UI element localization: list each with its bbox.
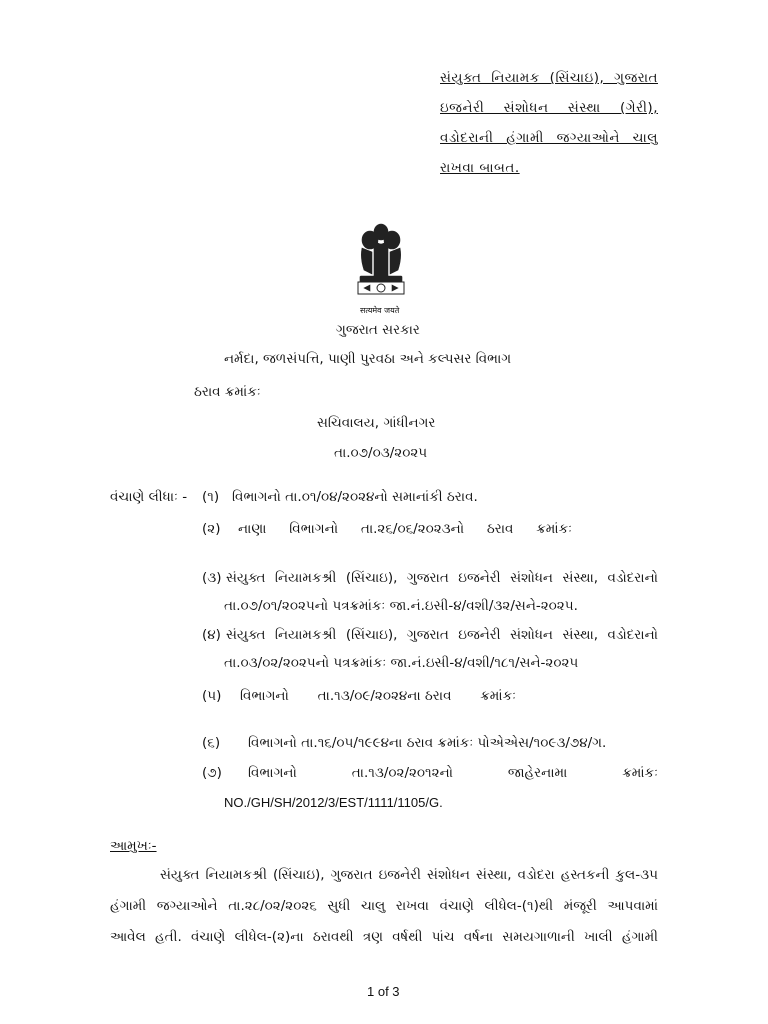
reference-text: સંયુક્ત નિયામકશ્રી (સિંચાઇ), ગુજરાત ઇજનેરી સંશોધન સંસ્થા, વડોદરાનો xyxy=(226,570,658,586)
reference-text: વિભાગનો તા.૧૬/૦૫/૧૯૯૪ના ઠરાવ ક્રમાંકઃ પોએએસ/૧૦૯૩/૭૪/ગ. xyxy=(248,735,607,751)
emblem-motto: सत्यमेव जयते xyxy=(360,306,400,315)
reference-number: (૬) xyxy=(202,735,221,751)
subject-line-3: વડોદરાની હંગામી જગ્યાઓને ચાલુ xyxy=(440,130,658,146)
department-name: નર્મદા, જળસંપત્તિ, પાણી પુરવઠા અને કલ્પસર વિભાગ xyxy=(224,351,512,367)
resolution-date: તા.૦૭/૦૩/૨૦૨૫ xyxy=(334,445,428,461)
reference-word: જાહેરનામા xyxy=(507,765,568,781)
preamble-heading: આમુખઃ- xyxy=(110,838,157,854)
references-label: વંચાણે લીધાઃ - xyxy=(110,489,188,505)
subject-line-4: રાખવા બાબત. xyxy=(440,160,520,176)
reference-text: તા.૦૩/૦૨/૨૦૨૫નો પત્રક્રમાંકઃ જા.નં.ઇસી-૪/વશી/૧૮૧/સને-૨૦૨૫ xyxy=(224,655,579,671)
reference-number: (૧) xyxy=(202,489,220,505)
reference-number: (૨) xyxy=(202,521,221,537)
reference-number: (૪) xyxy=(202,627,221,643)
reference-line xyxy=(240,688,516,704)
reference-word: ક્રમાંકઃ xyxy=(622,765,658,781)
reference-word: વિભાગનો xyxy=(240,688,289,704)
reference-word: નાણા xyxy=(238,521,267,537)
reference-word: તા.૧૩/૦૨/૨૦૧૨નો xyxy=(351,765,454,781)
place: સચિવાલય, ગાંધીનગર xyxy=(317,415,436,431)
reference-word: તા.૧૩/૦૯/૨૦૨૪ના ઠરાવ xyxy=(317,688,452,704)
reference-text: વિભાગનો તા.૦૧/૦૪/૨૦૨૪નો સમાનાંકી ઠરાવ. xyxy=(232,489,478,505)
preamble-line: હંગામી જગ્યાઓને તા.૨૮/૦૨/૨૦૨૬ સુધી ચાલુ રાખવા વંચાણે લીધેલ-(૧)થી મંજૂરી આપવામાં xyxy=(110,898,658,914)
reference-text: તા.૦૭/૦૧/૨૦૨૫નો પત્રક્રમાંકઃ જા.નં.ઇસી-૪/વશી/૩૨/સને-૨૦૨૫. xyxy=(224,598,578,614)
national-emblem-icon xyxy=(348,218,414,318)
reference-word: ક્રમાંકઃ xyxy=(536,521,572,537)
page-number: 1 of 3 xyxy=(367,984,400,999)
reference-number: (૭) xyxy=(202,765,222,781)
reference-number: (૫) xyxy=(202,688,222,704)
government-name: ગુજરાત સરકાર xyxy=(336,322,420,338)
reference-number: (૩) xyxy=(202,570,222,586)
reference-word: તા.૨૬/૦૬/૨૦૨૩નો xyxy=(360,521,465,537)
notification-number: NO./GH/SH/2012/3/EST/1111/1105/G. xyxy=(224,795,443,810)
reference-line xyxy=(248,765,658,781)
reference-text: સંયુક્ત નિયામકશ્રી (સિંચાઇ), ગુજરાત ઇજનેરી સંશોધન સંસ્થા, વડોદરાનો xyxy=(226,627,658,643)
preamble-line: સંયુક્ત નિયામકશ્રી (સિંચાઇ), ગુજરાત ઇજનેરી સંશોધન સંસ્થા, વડોદરા હસ્તકની કુલ-૩૫ xyxy=(160,867,658,883)
resolution-number-label: ઠરાવ ક્રમાંકઃ xyxy=(194,384,261,400)
reference-word: ક્રમાંકઃ xyxy=(480,688,516,704)
reference-word: વિભાગનો xyxy=(289,521,339,537)
reference-word: ઠરાવ xyxy=(486,521,514,537)
preamble-line: આવેલ હતી. વંચાણે લીધેલ-(૨)ના ઠરાવથી ત્રણ વર્ષથી પાંચ વર્ષના સમયગાળાની ખાલી હંગામી xyxy=(110,929,658,945)
subject-line-2: ઇજનેરી સંશોધન સંસ્થા (ગેરી), xyxy=(440,100,658,116)
reference-line xyxy=(238,521,572,537)
subject-line-1: સંયુક્ત નિયામક (સિંચાઇ), ગુજરાત xyxy=(440,70,658,86)
reference-word: વિભાગનો xyxy=(248,765,297,781)
